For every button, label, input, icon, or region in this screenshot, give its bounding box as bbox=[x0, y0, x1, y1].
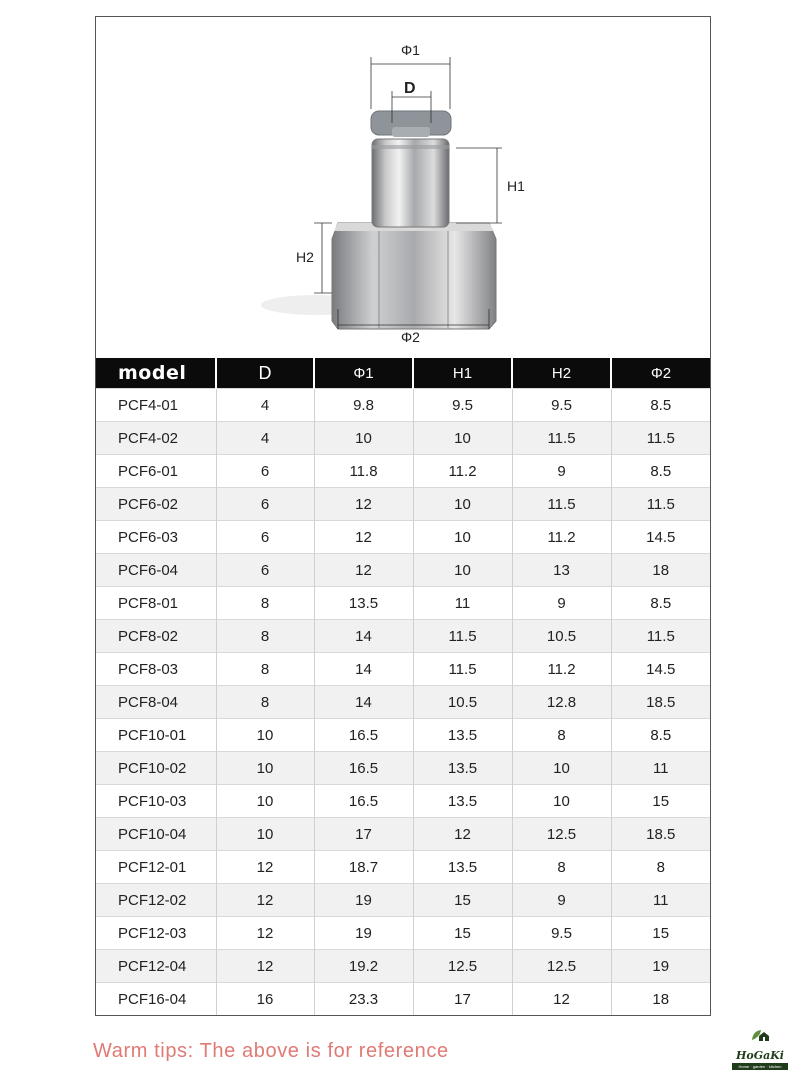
value-cell: 15 bbox=[611, 917, 710, 950]
dim-h2 bbox=[314, 223, 332, 293]
header-phi1: Φ1 bbox=[314, 358, 413, 389]
model-cell: PCF12-02 bbox=[96, 884, 216, 917]
logo-tagline: Home · garden · kitchen bbox=[732, 1063, 788, 1070]
value-cell: 15 bbox=[413, 884, 512, 917]
value-cell: 9.8 bbox=[314, 389, 413, 422]
value-cell: 11.5 bbox=[611, 422, 710, 455]
model-cell: PCF6-01 bbox=[96, 455, 216, 488]
value-cell: 8 bbox=[216, 587, 314, 620]
value-cell: 12 bbox=[216, 851, 314, 884]
value-cell: 13 bbox=[512, 554, 611, 587]
table-row bbox=[96, 587, 710, 620]
barrel-body bbox=[372, 139, 449, 227]
value-cell: 11 bbox=[611, 884, 710, 917]
value-cell: 10 bbox=[413, 554, 512, 587]
value-cell: 8.5 bbox=[611, 389, 710, 422]
release-collar bbox=[371, 111, 451, 137]
logo-name: HoGaKi bbox=[736, 1049, 784, 1062]
value-cell: 12 bbox=[314, 521, 413, 554]
model-cell: PCF10-03 bbox=[96, 785, 216, 818]
value-cell: 4 bbox=[216, 422, 314, 455]
table-row bbox=[96, 950, 710, 983]
value-cell: 10 bbox=[512, 785, 611, 818]
value-cell: 16.5 bbox=[314, 719, 413, 752]
value-cell: 12 bbox=[314, 488, 413, 521]
value-cell: 12.8 bbox=[512, 686, 611, 719]
value-cell: 12 bbox=[512, 983, 611, 1016]
value-cell: 18.5 bbox=[611, 686, 710, 719]
value-cell: 9 bbox=[512, 587, 611, 620]
value-cell: 10 bbox=[512, 752, 611, 785]
value-cell: 10 bbox=[216, 818, 314, 851]
dim-h1 bbox=[456, 148, 502, 223]
value-cell: 19 bbox=[611, 950, 710, 983]
value-cell: 13.5 bbox=[314, 587, 413, 620]
value-cell: 10.5 bbox=[413, 686, 512, 719]
label-phi2: Φ2 bbox=[401, 329, 420, 345]
value-cell: 10 bbox=[413, 521, 512, 554]
table-row bbox=[96, 389, 710, 422]
value-cell: 12 bbox=[216, 917, 314, 950]
label-phi1: Φ1 bbox=[401, 42, 420, 58]
value-cell: 8 bbox=[216, 653, 314, 686]
value-cell: 12.5 bbox=[512, 818, 611, 851]
value-cell: 10 bbox=[216, 752, 314, 785]
value-cell: 6 bbox=[216, 455, 314, 488]
value-cell: 10.5 bbox=[512, 620, 611, 653]
value-cell: 17 bbox=[413, 983, 512, 1016]
hogaki-logo bbox=[732, 1028, 788, 1080]
value-cell: 18 bbox=[611, 554, 710, 587]
model-cell: PCF6-03 bbox=[96, 521, 216, 554]
model-cell: PCF12-03 bbox=[96, 917, 216, 950]
hex-base bbox=[332, 223, 496, 329]
value-cell: 18.5 bbox=[611, 818, 710, 851]
table-row bbox=[96, 719, 710, 752]
table-row bbox=[96, 686, 710, 719]
value-cell: 11.5 bbox=[413, 653, 512, 686]
model-cell: PCF8-03 bbox=[96, 653, 216, 686]
value-cell: 9.5 bbox=[413, 389, 512, 422]
label-d: D bbox=[404, 80, 416, 97]
model-cell: PCF10-01 bbox=[96, 719, 216, 752]
value-cell: 13.5 bbox=[413, 719, 512, 752]
table-row bbox=[96, 818, 710, 851]
leaf-house-icon bbox=[749, 1028, 771, 1042]
value-cell: 13.5 bbox=[413, 785, 512, 818]
value-cell: 11.5 bbox=[413, 620, 512, 653]
table-row bbox=[96, 488, 710, 521]
table-row bbox=[96, 620, 710, 653]
table-row bbox=[96, 752, 710, 785]
table-row bbox=[96, 917, 710, 950]
value-cell: 4 bbox=[216, 389, 314, 422]
model-cell: PCF8-04 bbox=[96, 686, 216, 719]
value-cell: 19 bbox=[314, 884, 413, 917]
value-cell: 14 bbox=[314, 653, 413, 686]
value-cell: 8 bbox=[611, 851, 710, 884]
model-cell: PCF4-01 bbox=[96, 389, 216, 422]
value-cell: 6 bbox=[216, 488, 314, 521]
header-h1: H1 bbox=[413, 358, 512, 389]
value-cell: 17 bbox=[314, 818, 413, 851]
label-h2: H2 bbox=[296, 249, 314, 265]
value-cell: 12 bbox=[216, 950, 314, 983]
value-cell: 11.5 bbox=[611, 620, 710, 653]
value-cell: 12.5 bbox=[512, 950, 611, 983]
model-cell: PCF8-02 bbox=[96, 620, 216, 653]
header-phi2: Φ2 bbox=[611, 358, 710, 389]
value-cell: 15 bbox=[611, 785, 710, 818]
label-h1: H1 bbox=[507, 178, 525, 194]
value-cell: 8 bbox=[512, 719, 611, 752]
table-row bbox=[96, 422, 710, 455]
value-cell: 19.2 bbox=[314, 950, 413, 983]
model-cell: PCF8-01 bbox=[96, 587, 216, 620]
value-cell: 9.5 bbox=[512, 917, 611, 950]
value-cell: 11.5 bbox=[512, 488, 611, 521]
value-cell: 8.5 bbox=[611, 587, 710, 620]
value-cell: 11.2 bbox=[413, 455, 512, 488]
value-cell: 10 bbox=[314, 422, 413, 455]
model-cell: PCF16-04 bbox=[96, 983, 216, 1016]
table-row bbox=[96, 851, 710, 884]
value-cell: 8 bbox=[216, 686, 314, 719]
value-cell: 18 bbox=[611, 983, 710, 1016]
value-cell: 14.5 bbox=[611, 521, 710, 554]
value-cell: 14 bbox=[314, 686, 413, 719]
value-cell: 12 bbox=[314, 554, 413, 587]
value-cell: 14.5 bbox=[611, 653, 710, 686]
value-cell: 10 bbox=[216, 785, 314, 818]
value-cell: 12 bbox=[216, 884, 314, 917]
model-cell: PCF6-04 bbox=[96, 554, 216, 587]
warm-tips-note: Warm tips: The above is for reference bbox=[93, 1040, 449, 1062]
value-cell: 19 bbox=[314, 917, 413, 950]
value-cell: 11.5 bbox=[512, 422, 611, 455]
value-cell: 9 bbox=[512, 455, 611, 488]
value-cell: 23.3 bbox=[314, 983, 413, 1016]
value-cell: 8.5 bbox=[611, 455, 710, 488]
value-cell: 11 bbox=[413, 587, 512, 620]
value-cell: 16.5 bbox=[314, 752, 413, 785]
value-cell: 16.5 bbox=[314, 785, 413, 818]
header-h2: H2 bbox=[512, 358, 611, 389]
model-cell: PCF10-02 bbox=[96, 752, 216, 785]
value-cell: 14 bbox=[314, 620, 413, 653]
value-cell: 18.7 bbox=[314, 851, 413, 884]
spec-table bbox=[96, 358, 710, 1015]
table-row bbox=[96, 521, 710, 554]
value-cell: 11.8 bbox=[314, 455, 413, 488]
value-cell: 10 bbox=[413, 422, 512, 455]
header-model: model bbox=[96, 358, 216, 389]
value-cell: 12.5 bbox=[413, 950, 512, 983]
table-header-row bbox=[96, 358, 710, 389]
value-cell: 12 bbox=[413, 818, 512, 851]
table-row bbox=[96, 983, 710, 1016]
value-cell: 11.5 bbox=[611, 488, 710, 521]
value-cell: 9 bbox=[512, 884, 611, 917]
table-row bbox=[96, 455, 710, 488]
value-cell: 6 bbox=[216, 521, 314, 554]
value-cell: 11.2 bbox=[512, 521, 611, 554]
fitting-diagram bbox=[96, 17, 710, 357]
product-frame bbox=[95, 16, 711, 1016]
table-row bbox=[96, 785, 710, 818]
table-body bbox=[96, 389, 710, 1016]
value-cell: 6 bbox=[216, 554, 314, 587]
table-row bbox=[96, 554, 710, 587]
model-cell: PCF12-04 bbox=[96, 950, 216, 983]
header-d: D bbox=[216, 358, 314, 389]
value-cell: 8 bbox=[216, 620, 314, 653]
value-cell: 16 bbox=[216, 983, 314, 1016]
value-cell: 10 bbox=[413, 488, 512, 521]
model-cell: PCF4-02 bbox=[96, 422, 216, 455]
value-cell: 15 bbox=[413, 917, 512, 950]
model-cell: PCF6-02 bbox=[96, 488, 216, 521]
value-cell: 8 bbox=[512, 851, 611, 884]
value-cell: 11 bbox=[611, 752, 710, 785]
value-cell: 11.2 bbox=[512, 653, 611, 686]
value-cell: 9.5 bbox=[512, 389, 611, 422]
model-cell: PCF12-01 bbox=[96, 851, 216, 884]
table-row bbox=[96, 884, 710, 917]
value-cell: 13.5 bbox=[413, 752, 512, 785]
value-cell: 13.5 bbox=[413, 851, 512, 884]
table-row bbox=[96, 653, 710, 686]
value-cell: 8.5 bbox=[611, 719, 710, 752]
value-cell: 10 bbox=[216, 719, 314, 752]
model-cell: PCF10-04 bbox=[96, 818, 216, 851]
